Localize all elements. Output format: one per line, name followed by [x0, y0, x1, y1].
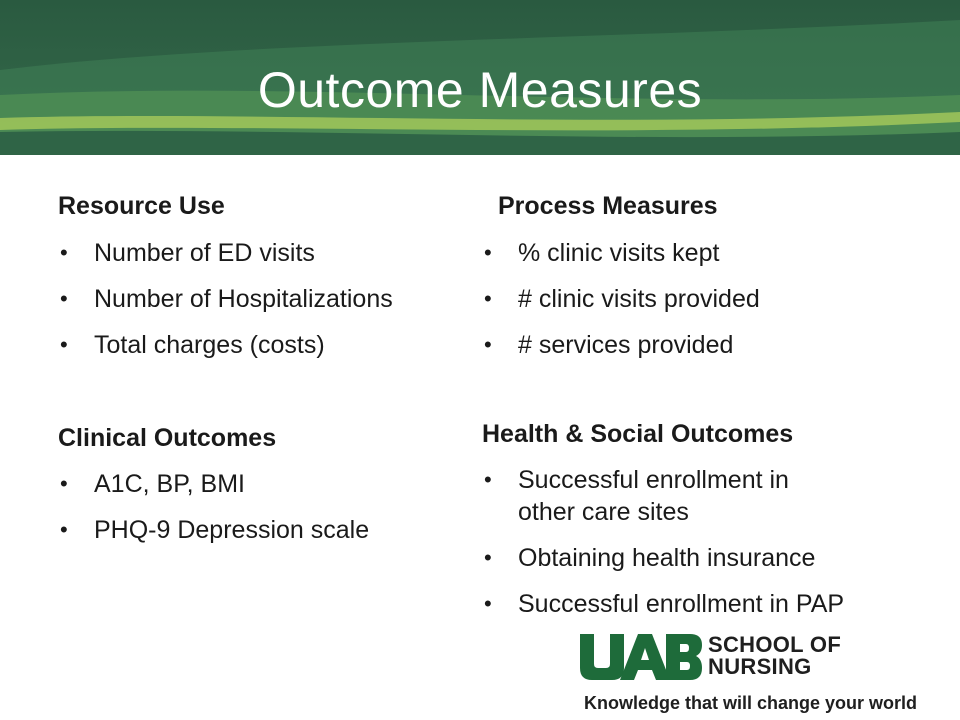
title-banner [0, 0, 960, 155]
bullet-icon: • [60, 286, 68, 311]
bullet-icon: • [484, 591, 492, 616]
list-item: • # services provided [484, 331, 734, 359]
bullet-icon: • [484, 332, 492, 357]
bullet-icon: • [484, 286, 492, 311]
bullet-icon: • [484, 240, 492, 265]
bullet-icon: • [60, 240, 68, 265]
resource-use-heading: Resource Use [58, 192, 225, 220]
health-social-outcomes-list [482, 464, 878, 634]
list-item: • PHQ-9 Depression scale [60, 516, 370, 544]
list-item: • A1C, BP, BMI [60, 470, 245, 498]
list-item: • Number of ED visits [60, 239, 315, 267]
list-item: • Number of Hospitalizations [60, 285, 393, 313]
bullet-icon: • [484, 467, 492, 492]
list-item: • # clinic visits provided [484, 285, 760, 313]
process-measures-list [482, 237, 760, 375]
logo-tagline: Knowledge that will change your world [584, 693, 918, 713]
clinical-outcomes-heading: Clinical Outcomes [58, 424, 277, 452]
uab-school-of-nursing-logo [580, 632, 940, 720]
logo-school-of-text: SCHOOL OF [708, 632, 842, 657]
resource-use-list [58, 237, 393, 375]
list-item: • % clinic visits kept [484, 239, 720, 267]
list-item: • Successful enrollment in other care sites [484, 466, 789, 526]
process-measures-heading: Process Measures [498, 192, 718, 220]
bullet-icon: • [60, 517, 68, 542]
bullet-icon: • [484, 545, 492, 570]
health-social-outcomes-heading: Health & Social Outcomes [482, 420, 794, 448]
list-item: • Successful enrollment in PAP [484, 590, 845, 618]
logo-nursing-text: NURSING [708, 654, 812, 679]
list-item: • Total charges (costs) [60, 331, 325, 359]
list-item: • Obtaining health insurance [484, 544, 816, 572]
bullet-icon: • [60, 471, 68, 496]
bullet-icon: • [60, 332, 68, 357]
uab-logo-icon [580, 634, 702, 680]
clinical-outcomes-list [58, 468, 369, 560]
slide-title: Outcome Measures [257, 62, 703, 118]
